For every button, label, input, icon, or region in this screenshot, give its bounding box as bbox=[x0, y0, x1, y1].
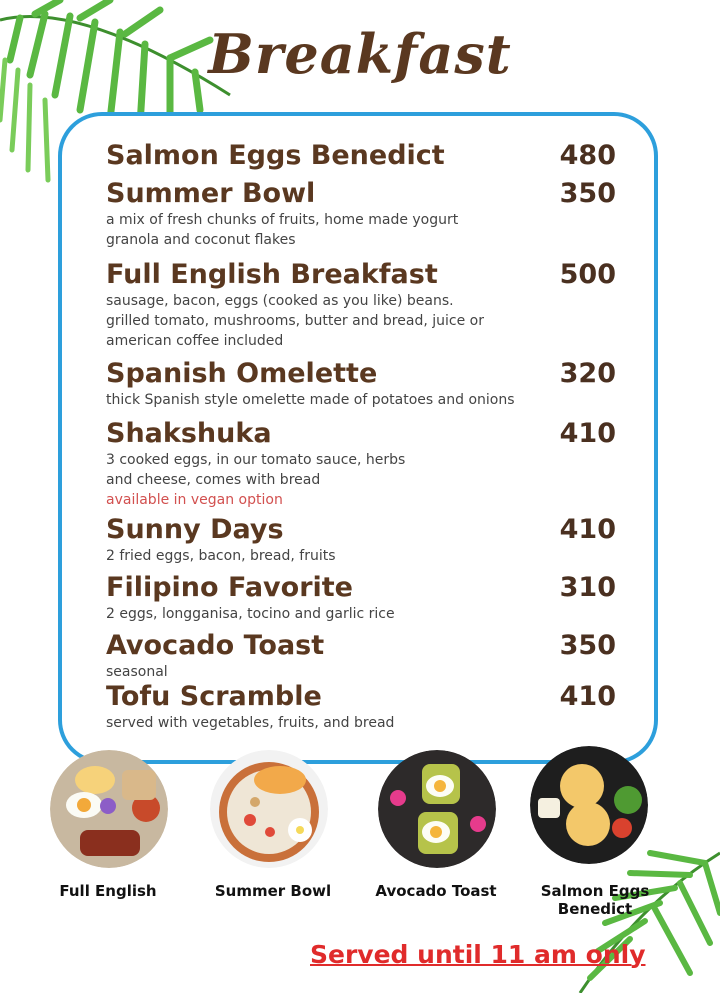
item-name: Summer Bowl bbox=[106, 178, 316, 209]
menu-item bbox=[106, 358, 616, 410]
item-price: 350 bbox=[559, 178, 616, 209]
item-description: a mix of fresh chunks of fruits, home made yogurt granola and coconut flakes bbox=[106, 212, 459, 248]
item-description: sausage, bacon, eggs (cooked as you like) beans. grilled tomato, mushrooms, butter and bread, juice or american coffee included bbox=[106, 293, 484, 349]
vegan-note: available in vegan option bbox=[106, 492, 283, 508]
item-name: Spanish Omelette bbox=[106, 358, 378, 389]
menu-card bbox=[58, 112, 658, 764]
menu-item bbox=[106, 630, 616, 682]
photo-label: Salmon Eggs Benedict bbox=[540, 882, 650, 918]
item-price: 500 bbox=[559, 259, 616, 290]
item-name: Filipino Favorite bbox=[106, 572, 353, 603]
item-price: 410 bbox=[559, 681, 616, 712]
item-price: 310 bbox=[559, 572, 616, 603]
photo-label: Avocado Toast bbox=[375, 882, 497, 900]
item-description: 2 eggs, longganisa, tocino and garlic rice bbox=[106, 606, 395, 622]
menu-item bbox=[106, 681, 616, 733]
salmon-eggs-benedict-photo bbox=[530, 746, 648, 864]
full-english-photo bbox=[50, 750, 168, 868]
item-name: Sunny Days bbox=[106, 514, 284, 545]
item-name: Salmon Eggs Benedict bbox=[106, 140, 445, 171]
item-description: served with vegetables, fruits, and bread bbox=[106, 715, 395, 731]
item-price: 320 bbox=[559, 358, 616, 389]
menu-item bbox=[106, 514, 616, 566]
item-price: 350 bbox=[559, 630, 616, 661]
served-until-note: Served until 11 am only bbox=[310, 940, 646, 969]
item-price: 410 bbox=[559, 514, 616, 545]
summer-bowl-photo bbox=[210, 750, 328, 868]
item-name: Avocado Toast bbox=[106, 630, 325, 661]
item-name: Tofu Scramble bbox=[106, 681, 322, 712]
menu-item bbox=[106, 178, 616, 250]
item-name: Shakshuka bbox=[106, 418, 272, 449]
item-price: 410 bbox=[559, 418, 616, 449]
menu-item bbox=[106, 140, 616, 172]
item-description: thick Spanish style omelette made of potatoes and onions bbox=[106, 392, 515, 408]
item-price: 480 bbox=[559, 140, 616, 171]
item-description: 3 cooked eggs, in our tomato sauce, herbs and cheese, comes with bread bbox=[106, 452, 406, 488]
menu-item bbox=[106, 572, 616, 624]
menu-item bbox=[106, 418, 616, 510]
photo-label: Full English bbox=[59, 882, 157, 900]
item-name: Full English Breakfast bbox=[106, 259, 438, 290]
item-description: seasonal bbox=[106, 664, 168, 680]
palm-leaf-bottom-right bbox=[520, 843, 720, 993]
menu-item bbox=[106, 259, 616, 351]
photo-label: Summer Bowl bbox=[214, 882, 332, 900]
avocado-toast-photo bbox=[378, 750, 496, 868]
item-description: 2 fried eggs, bacon, bread, fruits bbox=[106, 548, 336, 564]
page-title: Breakfast bbox=[208, 22, 512, 86]
